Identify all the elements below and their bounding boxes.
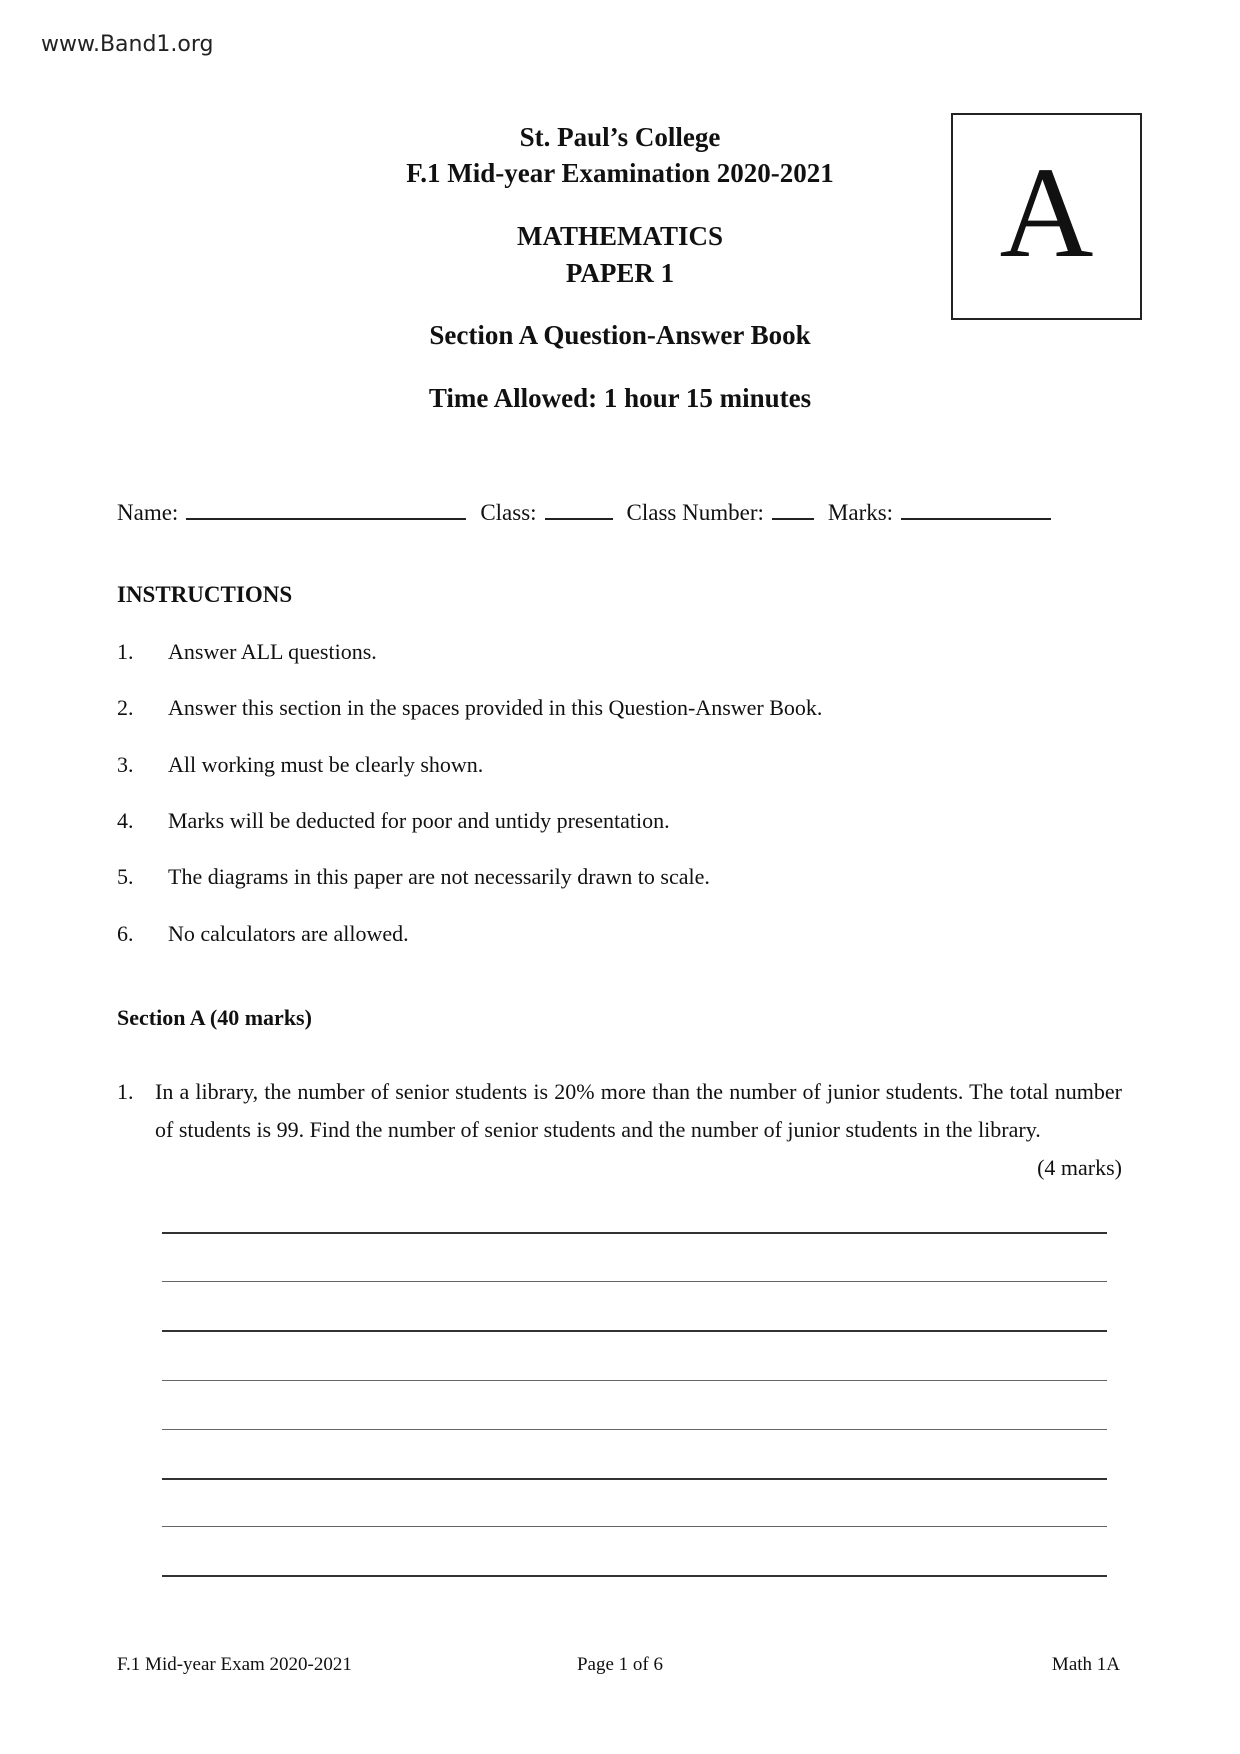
footer-page: Page 1 of 6 [576,1654,663,1675]
answer-line [162,1232,1107,1234]
book-title: Section A Question-Answer Book [429,320,811,350]
instruction-number: 2. [117,695,134,720]
marks-field[interactable] [901,498,1051,520]
paper-title: PAPER 1 [565,258,675,288]
question-text: In a library, the number of senior students is 20% more than the number of junior students. The total number of students is 99. Find the number of senior students and the number of junior students in the library. [155,1079,1122,1142]
question-number: 1. [117,1079,134,1104]
school-name: St. Paul’s College [519,122,721,152]
marks-label: Marks: [827,500,894,525]
footer-paper-code: Math 1A [1051,1654,1120,1675]
section-heading: Section A (40 marks) [117,1005,312,1030]
answer-line [162,1380,1107,1381]
answer-line [162,1526,1107,1527]
instruction-text: Answer this section in the spaces provided in this Question-Answer Book. [168,695,823,720]
answer-line [162,1281,1107,1282]
version-letter: A [999,141,1094,285]
instruction-text: Answer ALL questions. [168,639,377,664]
name-label: Name: [117,500,179,525]
instruction-text: The diagrams in this paper are not necessarily drawn to scale. [168,864,710,889]
instruction-number: 3. [117,752,134,777]
instructions-heading: INSTRUCTIONS [117,582,293,607]
instruction-number: 1. [117,639,134,664]
instruction-number: 5. [117,864,134,889]
answer-line [162,1330,1107,1332]
question-text-block [155,1073,1122,1180]
name-field[interactable] [186,498,466,520]
answer-line [162,1429,1107,1430]
footer-exam: F.1 Mid-year Exam 2020-2021 [117,1654,352,1675]
time-allowed: Time Allowed: 1 hour 15 minutes [428,383,812,413]
version-box [951,113,1142,320]
question-marks: (4 marks) [1037,1155,1122,1180]
class-number-field[interactable] [772,498,814,520]
watermark: www.Band1.org [41,32,214,57]
answer-line [162,1478,1107,1480]
instruction-number: 6. [117,921,134,946]
class-label: Class: [480,500,537,525]
instruction-text: No calculators are allowed. [168,921,409,946]
subject-title: MATHEMATICS [516,221,723,251]
answer-line [162,1575,1107,1577]
class-number-label: Class Number: [626,500,764,525]
instruction-text: Marks will be deducted for poor and untidy presentation. [168,808,670,833]
instruction-number: 4. [117,808,134,833]
instruction-text: All working must be clearly shown. [168,752,484,777]
exam-title: F.1 Mid-year Examination 2020-2021 [406,158,834,188]
class-field[interactable] [545,498,613,520]
student-info-row [117,498,1065,526]
